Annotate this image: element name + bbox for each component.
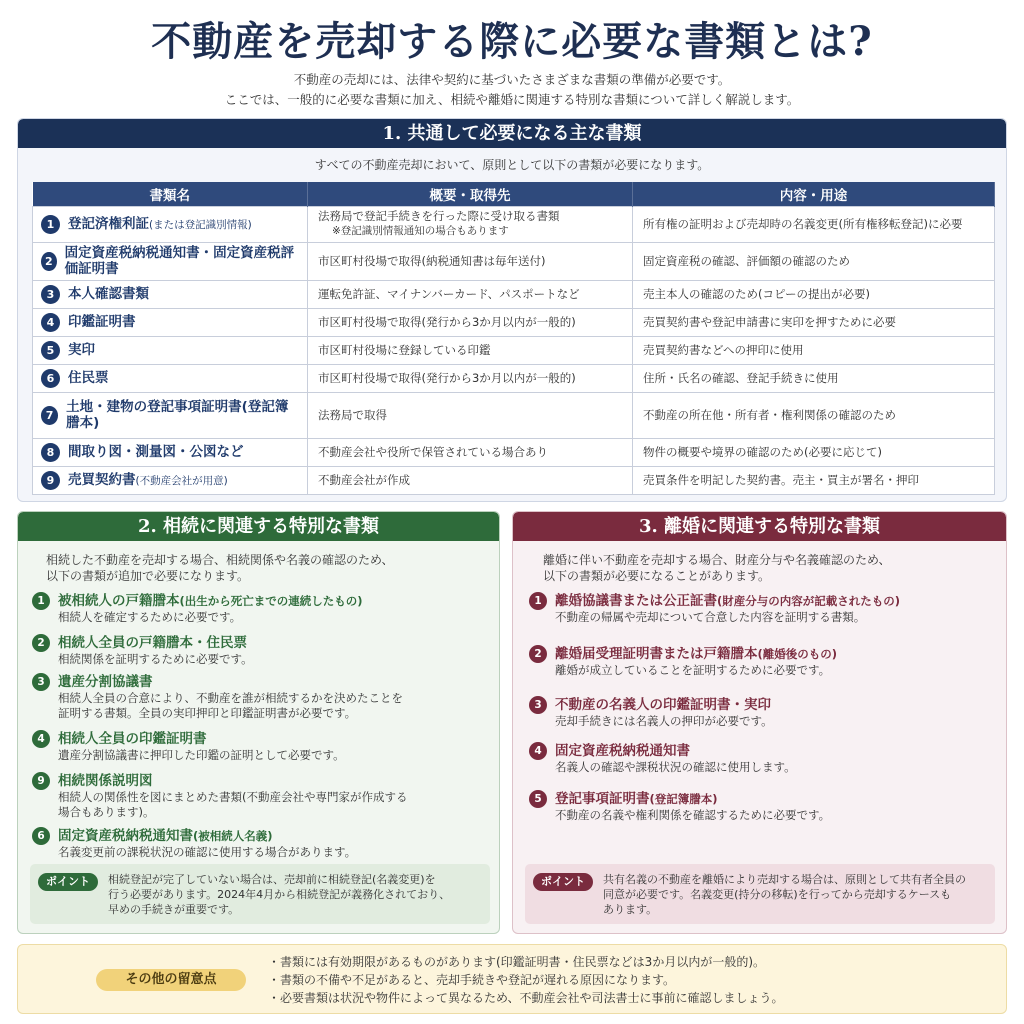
document-row: [33, 336, 995, 364]
inheritance-point-box: [30, 864, 490, 924]
item-number-badge: 3: [529, 696, 547, 714]
item-number-badge: 2: [529, 645, 547, 663]
item-title-text: 相続関係説明図: [58, 773, 153, 789]
document-name-cell: [33, 242, 308, 280]
document-overview-cell: [308, 336, 633, 364]
point-badge: ポイント: [38, 873, 98, 891]
item-title-text: 固定資産税納税通知書: [555, 743, 690, 759]
section-2-intro-line: 以下の書類が追加で必要になります。: [46, 569, 250, 583]
special-document-item: [32, 592, 492, 625]
document-usage: 売買契約書や登記申請書に実印を押すために必要: [643, 314, 896, 329]
document-name-cell: [33, 466, 308, 494]
other-notes-label: その他の留意点: [96, 969, 246, 991]
other-notes-list: [268, 953, 784, 1007]
special-document-item: [529, 592, 999, 625]
section-2-intro: [46, 552, 394, 584]
item-title-text: 相続人全員の印鑑証明書: [58, 731, 207, 747]
document-name: [65, 245, 297, 277]
section-2-header: 2. 相続に関連する特別な書類: [18, 512, 499, 541]
document-usage-cell: [633, 242, 995, 280]
row-number-badge: 7: [41, 406, 58, 425]
item-title-note: (離婚後のもの): [757, 647, 838, 661]
document-overview: 市区町村役場で取得(発行から3か月以内が一般的): [318, 370, 576, 385]
document-usage-cell: [633, 364, 995, 392]
document-usage-cell: [633, 336, 995, 364]
item-title-note: (被相続人名義): [193, 829, 273, 843]
item-number-badge: 5: [529, 790, 547, 808]
document-overview: 不動産会社や役所で保管されている場合あり: [318, 444, 548, 459]
common-documents-table: [32, 182, 995, 495]
item-description: 離婚が成立していることを証明するために必要です。: [555, 663, 831, 677]
row-number-badge: 3: [41, 285, 60, 304]
column-header-overview: 概要・取得先: [308, 182, 633, 206]
special-document-item: [32, 673, 492, 721]
document-usage: 物件の概要や境界の確認のため(必要に応じて): [643, 444, 882, 459]
document-name: [68, 444, 244, 460]
special-document-item: [32, 827, 492, 860]
item-title: [529, 790, 999, 808]
row-number-badge: 6: [41, 369, 60, 388]
section-inheritance-documents: [17, 511, 500, 934]
row-number-badge: 9: [41, 471, 60, 490]
document-overview-cell: [308, 364, 633, 392]
point-line: あります。: [603, 903, 658, 916]
item-title: [32, 592, 492, 610]
document-name-cell: [33, 308, 308, 336]
row-number-badge: 4: [41, 313, 60, 332]
section-2-intro-line: 相続した不動産を売却する場合、相続関係や名義の確認のため、: [46, 553, 394, 567]
point-line: 相続登記が完了していない場合は、売却前に相続登記(名義変更)を: [108, 873, 436, 886]
document-row: [33, 280, 995, 308]
special-document-item: [529, 645, 999, 678]
document-row: [33, 392, 995, 438]
item-title-note: (出生から死亡までの連続したもの): [179, 594, 363, 608]
section-3-header: 3. 離婚に関連する特別な書類: [513, 512, 1006, 541]
other-notes: [17, 944, 1007, 1014]
special-document-item: [529, 742, 999, 775]
item-number-badge: 1: [529, 592, 547, 610]
divorce-point-box: [525, 864, 995, 924]
item-number-badge: 4: [32, 730, 50, 748]
document-overview: 法務局で取得: [318, 407, 387, 422]
document-overview-cell: [308, 392, 633, 438]
item-title: [32, 634, 492, 652]
special-document-item: [32, 634, 492, 667]
document-usage: 売買条件を明記した契約書。売主・買主が署名・押印: [643, 472, 919, 487]
other-note-item: ・書類には有効期限があるものがあります(印鑑証明書・住民票などは3か月以内が一般的)。: [268, 955, 766, 969]
document-usage: 固定資産税の確認、評価額の確認のため: [643, 253, 850, 268]
row-number-badge: 1: [41, 215, 60, 234]
section-3-intro: [543, 552, 891, 584]
document-name-text: 間取り図・測量図・公図など: [68, 444, 244, 460]
other-note-item: ・必要書類は状況や物件によって異なるため、不動産会社や司法書士に事前に確認しましょう。: [268, 991, 784, 1005]
item-title-text: 固定資産税納税通知書: [58, 828, 193, 844]
item-title-text: 登記事項証明書: [555, 791, 650, 807]
document-overview: 運転免許証、マイナンバーカード、パスポートなど: [318, 286, 580, 301]
document-name-cell: [33, 336, 308, 364]
row-number-badge: 2: [41, 252, 57, 271]
document-row: [33, 308, 995, 336]
item-number-badge: 9: [32, 772, 50, 790]
document-usage-cell: [633, 438, 995, 466]
document-name-cell: [33, 438, 308, 466]
point-text: [603, 872, 966, 918]
item-title-text: 不動産の名義人の印鑑証明書・実印: [555, 697, 771, 713]
document-name: [68, 342, 95, 358]
item-description: 相続人を確定するために必要です。: [58, 610, 242, 624]
document-name: [68, 286, 149, 302]
item-title: [529, 742, 999, 760]
special-document-item: [529, 790, 999, 823]
document-name-text: 印鑑証明書: [68, 314, 136, 330]
document-usage-cell: [633, 466, 995, 494]
point-line: 同意が必要です。名義変更(持分の移転)を行ってから売却するケースも: [603, 888, 952, 901]
document-name: [68, 314, 136, 330]
document-name-cell: [33, 364, 308, 392]
item-title-text: 遺産分割協議書: [58, 674, 153, 690]
item-description: 証明する書類。全員の実印押印と印鑑証明書が必要です。: [58, 706, 357, 720]
document-overview-cell: [308, 308, 633, 336]
item-description: 相続関係を証明するために必要です。: [58, 652, 253, 666]
item-number-badge: 2: [32, 634, 50, 652]
document-name-text: 固定資産税納税通知書・固定資産税評価証明書: [64, 245, 295, 277]
document-overview-note: ※登記識別情報通知の場合もあります: [332, 225, 509, 237]
document-name-cell: [33, 392, 308, 438]
document-name: [68, 472, 228, 489]
section-1-subtitle: すべての不動産売却において、原則として以下の書類が必要になります。: [314, 158, 710, 172]
document-name-cell: [33, 280, 308, 308]
row-number-badge: 5: [41, 341, 60, 360]
item-title-text: 離婚協議書または公正証書: [555, 593, 717, 609]
document-name: [68, 370, 109, 386]
column-header-usage: 内容・用途: [633, 182, 995, 206]
document-name-text: 住民票: [68, 370, 109, 386]
document-usage-cell: [633, 392, 995, 438]
document-usage-cell: [633, 206, 995, 242]
intro-line-2: ここでは、一般的に必要な書類に加え、相続や離婚に関連する特別な書類について詳しく解説します。: [224, 92, 800, 107]
special-document-item: [529, 696, 999, 729]
document-name-cell: [33, 206, 308, 242]
item-title: [32, 673, 492, 691]
page-title: 不動産を売却する際に必要な書類とは?: [151, 18, 873, 65]
document-name: [68, 216, 252, 233]
item-description: 場合もあります)。: [58, 805, 155, 819]
document-overview: 法務局で登記手続きを行った際に受け取る書類: [318, 209, 560, 223]
document-usage: 住所・氏名の確認、登記手続きに使用: [643, 370, 839, 385]
column-header-name: 書類名: [33, 182, 308, 206]
item-title-text: 離婚届受理証明書または戸籍謄本: [555, 646, 758, 662]
point-line: 早めの手続きが重要です。: [108, 903, 240, 916]
document-overview: 市区町村役場で取得(発行から3か月以内が一般的): [318, 314, 576, 329]
document-row: [33, 438, 995, 466]
document-usage: 不動産の所在他・所有者・権利関係の確認のため: [643, 407, 896, 422]
document-usage: 売買契約書などへの押印に使用: [643, 342, 804, 357]
document-row: [33, 206, 995, 242]
item-title: [529, 696, 999, 714]
point-badge: ポイント: [533, 873, 593, 891]
item-title: [32, 772, 492, 790]
item-description: 遺産分割協議書に押印した印鑑の証明として必要です。: [58, 748, 345, 762]
document-name-text: 登記済権利証: [68, 215, 149, 232]
document-overview-cell: [308, 206, 633, 242]
item-title: [32, 827, 492, 845]
special-document-item: [32, 730, 492, 763]
item-title-text: 被相続人の戸籍謄本: [58, 593, 180, 609]
section-3-intro-line: 離婚に伴い不動産を売却する場合、財産分与や名義確認のため、: [543, 553, 891, 567]
item-title-text: 相続人全員の戸籍謄本・住民票: [58, 635, 247, 651]
document-overview-cell: [308, 242, 633, 280]
document-row: [33, 242, 995, 280]
point-line: 共有名義の不動産を離婚により売却する場合は、原則として共有者全員の: [603, 873, 966, 886]
document-overview-cell: [308, 438, 633, 466]
point-line: 行う必要があります。2024年4月から相続登記が義務化されており、: [108, 888, 451, 901]
item-description: 名義人の確認や課税状況の確認に使用します。: [555, 760, 796, 774]
document-name-text: 売買契約書: [68, 471, 136, 488]
item-title: [32, 730, 492, 748]
document-usage: 売主本人の確認のため(コピーの提出が必要): [643, 286, 871, 301]
item-description: 売却手続きには名義人の押印が必要です。: [555, 714, 773, 728]
point-text: [108, 872, 450, 918]
item-title-note: (登記簿謄本): [649, 792, 718, 806]
item-description: 名義変更前の課税状況の確認に使用する場合があります。: [58, 845, 357, 859]
row-number-badge: 8: [41, 443, 60, 462]
item-description: 不動産の帰属や売却について合意した内容を証明する書類。: [555, 610, 866, 624]
section-divorce-documents: [512, 511, 1007, 934]
document-usage-cell: [633, 280, 995, 308]
document-usage-cell: [633, 308, 995, 336]
document-name: [66, 399, 297, 431]
document-overview: 市区町村役場に登録している印鑑: [318, 342, 491, 357]
document-row: [33, 466, 995, 494]
document-overview-cell: [308, 466, 633, 494]
item-title: [529, 592, 999, 610]
item-description: 相続人全員の合意により、不動産を誰が相続するかを決めたことを: [58, 691, 403, 705]
document-name-text: 土地・建物の登記事項証明書(登記簿謄本): [66, 399, 289, 431]
item-description: 不動産の名義や権利関係を確認するために必要です。: [555, 808, 831, 822]
section-common-documents: [17, 118, 1007, 502]
item-number-badge: 1: [32, 592, 50, 610]
item-title: [529, 645, 999, 663]
document-row: [33, 364, 995, 392]
document-usage: 所有権の証明および売却時の名義変更(所有権移転登記)に必要: [643, 216, 963, 231]
document-name-note: (または登記識別情報): [149, 218, 252, 231]
other-note-item: ・書類の不備や不足があると、売却手続きや登記が遅れる原因になります。: [268, 973, 676, 987]
section-1-header: 1. 共通して必要になる主な書類: [18, 119, 1006, 148]
item-title-note: (財産分与の内容が記載されたもの): [717, 594, 901, 608]
document-overview: 市区町村役場で取得(納税通知書は毎年送付): [318, 253, 546, 268]
document-name-note: (不動産会社が用意): [135, 474, 228, 487]
item-number-badge: 6: [32, 827, 50, 845]
document-name-text: 本人確認書類: [68, 286, 149, 302]
document-overview: 不動産会社が作成: [318, 472, 410, 487]
special-document-item: [32, 772, 492, 820]
item-description: 相続人の関係性を図にまとめた書類(不動産会社や専門家が作成する: [58, 790, 408, 804]
item-number-badge: 4: [529, 742, 547, 760]
document-overview-cell: [308, 280, 633, 308]
intro-line-1: 不動産の売却には、法律や契約に基づいたさまざまな書類の準備が必要です。: [293, 72, 731, 87]
document-name-text: 実印: [68, 342, 95, 358]
section-3-intro-line: 以下の書類が必要になることがあります。: [543, 569, 771, 583]
item-number-badge: 3: [32, 673, 50, 691]
